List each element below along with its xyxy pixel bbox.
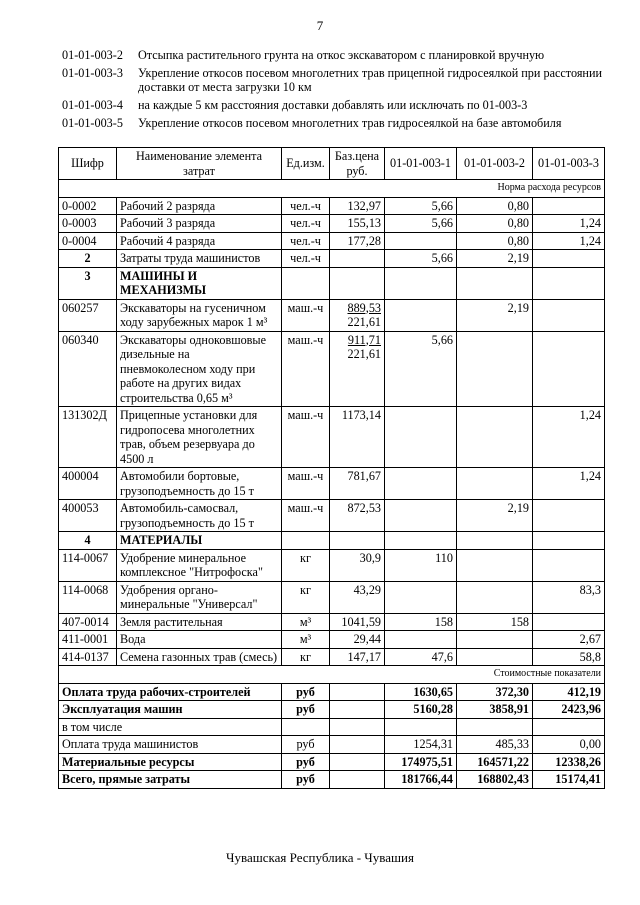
table-cell: 412,19 <box>533 683 605 701</box>
table-cell: Затраты труда машинистов <box>117 250 282 268</box>
table-cell: Земля растительная <box>117 613 282 631</box>
resource-table <box>58 147 605 789</box>
col-header: 01-01-003-1 <box>385 148 457 180</box>
col-header: Баз.цена руб. <box>330 148 385 180</box>
table-cell <box>457 267 533 299</box>
table-cell: 485,33 <box>457 736 533 754</box>
table-cell: 5,66 <box>385 331 457 407</box>
table-header-row <box>59 148 605 180</box>
table-cell <box>330 407 385 468</box>
table-cell: 1,24 <box>533 407 605 468</box>
table-cell: Автомобиль-самосвал, грузоподъемность до 15 т <box>117 500 282 532</box>
table-cell: Рабочий 2 разряда <box>117 197 282 215</box>
table-cell: 174975,51 <box>385 753 457 771</box>
table-cell: Оплата труда машинистов <box>59 736 282 754</box>
header-code: 01-01-003-2 <box>62 48 123 62</box>
table-cell <box>330 701 385 719</box>
table-cell <box>457 718 533 736</box>
page-footer: Чувашская Республика - Чувашия <box>226 850 414 865</box>
totals-row <box>59 753 605 771</box>
table-row <box>59 581 605 613</box>
table-row <box>59 197 605 215</box>
table-cell <box>457 468 533 500</box>
table-cell: Стоимостные показатели <box>59 666 605 684</box>
table-cell <box>457 581 533 613</box>
table-cell <box>330 331 385 407</box>
table-cell: Вода <box>117 631 282 649</box>
table-cell: Экскаваторы одноковшовые дизельные на пневмоколесном ходу при работе на других видах строительства 0,65 м³ <box>117 331 282 407</box>
table-cell: 177,28 <box>330 232 385 250</box>
table-cell: Автомобили бортовые, грузоподъемность до 15 т <box>117 468 282 500</box>
table-cell <box>330 250 385 268</box>
table-row <box>59 331 605 407</box>
table-cell: 2 <box>59 250 117 268</box>
table-cell: 158 <box>385 613 457 631</box>
table-cell <box>533 197 605 215</box>
table-cell: чел.-ч <box>282 215 330 233</box>
table-cell: 0,00 <box>533 736 605 754</box>
table-cell: 181766,44 <box>385 771 457 789</box>
header-text: Укрепление откосов посевом многолетних трав прицепной гидросеялкой при расстоянии доставки от места загрузки 10 км <box>138 66 602 94</box>
table-row <box>59 549 605 581</box>
base-price: 781,67 <box>347 469 381 483</box>
totals-row <box>59 736 605 754</box>
table-cell: МАШИНЫ И МЕХАНИЗМЫ <box>117 267 282 299</box>
table-row <box>59 232 605 250</box>
totals-row <box>59 683 605 701</box>
table-cell: Семена газонных трав (смесь) <box>117 648 282 666</box>
table-cell: 1,24 <box>533 232 605 250</box>
table-row <box>59 407 605 468</box>
table-cell: 132,97 <box>330 197 385 215</box>
base-price: 1173,14 <box>341 408 381 422</box>
table-cell: 0,80 <box>457 197 533 215</box>
table-row <box>59 299 605 331</box>
totals-row <box>59 771 605 789</box>
table-cell <box>533 549 605 581</box>
table-cell: 168802,43 <box>457 771 533 789</box>
table-cell: 2423,96 <box>533 701 605 719</box>
table-cell: кг <box>282 549 330 581</box>
section-row <box>59 532 605 550</box>
table-cell: 5,66 <box>385 250 457 268</box>
table-cell: чел.-ч <box>282 250 330 268</box>
table-cell <box>330 718 385 736</box>
table-cell: 3858,91 <box>457 701 533 719</box>
header-text: Отсыпка растительного грунта на откос экскаватором с планировкой вручную <box>138 48 545 62</box>
table-cell: 12338,26 <box>533 753 605 771</box>
table-cell <box>330 753 385 771</box>
table-cell <box>330 771 385 789</box>
table-cell: 83,3 <box>533 581 605 613</box>
table-cell: Рабочий 3 разряда <box>117 215 282 233</box>
table-cell: 30,9 <box>330 549 385 581</box>
table-cell <box>282 267 330 299</box>
table-cell: чел.-ч <box>282 197 330 215</box>
table-cell: МАТЕРИАЛЫ <box>117 532 282 550</box>
table-cell: 414-0137 <box>59 648 117 666</box>
table-cell <box>533 331 605 407</box>
table-cell: 0,80 <box>457 232 533 250</box>
table-cell: Всего, прямые затраты <box>59 771 282 789</box>
table-row <box>59 500 605 532</box>
table-cell <box>385 500 457 532</box>
table-cell: кг <box>282 648 330 666</box>
table-row <box>59 631 605 649</box>
table-cell <box>330 500 385 532</box>
table-cell <box>385 299 457 331</box>
table-cell: 1,24 <box>533 468 605 500</box>
table-row <box>59 250 605 268</box>
table-cell <box>385 718 457 736</box>
col-header: Наименование элемента затрат <box>117 148 282 180</box>
table-cell: руб <box>282 701 330 719</box>
table-cell <box>330 468 385 500</box>
table-cell: маш.-ч <box>282 331 330 407</box>
table-cell: Эксплуатация машин <box>59 701 282 719</box>
col-header: 01-01-003-3 <box>533 148 605 180</box>
table-cell <box>282 532 330 550</box>
table-cell: 372,30 <box>457 683 533 701</box>
table-cell: 1254,31 <box>385 736 457 754</box>
table-cell: 1,24 <box>533 215 605 233</box>
table-row <box>59 468 605 500</box>
table-cell: м³ <box>282 613 330 631</box>
table-cell: руб <box>282 771 330 789</box>
label-row <box>59 666 605 684</box>
header-text: Укрепление откосов посевом многолетних трав гидросеялкой на базе автомобиля <box>138 116 562 130</box>
table-cell <box>385 468 457 500</box>
col-header: 01-01-003-2 <box>457 148 533 180</box>
table-row <box>59 648 605 666</box>
table-cell: Удобрения органо-минеральные "Универсал" <box>117 581 282 613</box>
col-header: Шифр <box>59 148 117 180</box>
table-cell: руб <box>282 753 330 771</box>
section-row <box>59 267 605 299</box>
table-cell <box>457 407 533 468</box>
table-cell: 2,19 <box>457 299 533 331</box>
table-cell <box>330 267 385 299</box>
table-cell: 158 <box>457 613 533 631</box>
table-cell <box>385 267 457 299</box>
base-price: 911,71 <box>347 332 381 347</box>
base-price: 889,53 <box>347 300 381 315</box>
header-text: на каждые 5 км расстояния доставки добавлять или исключать по 01-003-3 <box>138 98 528 112</box>
base-price: 872,53 <box>347 501 381 515</box>
table-cell <box>533 267 605 299</box>
table-cell: Оплата труда рабочих-строителей <box>59 683 282 701</box>
table-cell: 58,8 <box>533 648 605 666</box>
table-cell: 407-0014 <box>59 613 117 631</box>
table-cell: м³ <box>282 631 330 649</box>
table-cell <box>533 532 605 550</box>
table-cell <box>457 331 533 407</box>
table-cell <box>533 250 605 268</box>
table-cell: Материальные ресурсы <box>59 753 282 771</box>
table-cell <box>457 648 533 666</box>
table-cell <box>533 299 605 331</box>
totals-row <box>59 701 605 719</box>
table-cell: 110 <box>385 549 457 581</box>
table-cell: 0-0002 <box>59 197 117 215</box>
table-cell <box>457 549 533 581</box>
table-cell: маш.-ч <box>282 468 330 500</box>
col-header: Ед.изм. <box>282 148 330 180</box>
table-cell: 5160,28 <box>385 701 457 719</box>
table-cell: 3 <box>59 267 117 299</box>
table-cell <box>330 532 385 550</box>
totals-row <box>59 718 605 736</box>
table-cell: 4 <box>59 532 117 550</box>
table-cell <box>385 581 457 613</box>
table-cell: Прицепные установки для гидропосева многолетних трав, объем резервуара до 4500 л <box>117 407 282 468</box>
table-cell: 2,19 <box>457 500 533 532</box>
table-cell <box>533 718 605 736</box>
table-cell: чел.-ч <box>282 232 330 250</box>
base-price-labor: 221,61 <box>347 347 381 361</box>
table-cell <box>330 683 385 701</box>
table-cell: 400004 <box>59 468 117 500</box>
table-cell: руб <box>282 683 330 701</box>
table-cell: 114-0068 <box>59 581 117 613</box>
table-cell <box>385 232 457 250</box>
table-cell: Норма расхода ресурсов <box>59 180 605 198</box>
table-cell: Удобрение минеральное комплексное "Нитрофоска" <box>117 549 282 581</box>
table-cell: 147,17 <box>330 648 385 666</box>
table-cell <box>533 500 605 532</box>
table-cell: 400053 <box>59 500 117 532</box>
base-price-labor: 221,61 <box>347 315 381 329</box>
table-row <box>59 613 605 631</box>
table-cell: Рабочий 4 разряда <box>117 232 282 250</box>
table-cell: 0,80 <box>457 215 533 233</box>
header-code: 01-01-003-3 <box>62 66 123 80</box>
table-cell <box>330 736 385 754</box>
table-cell: руб <box>282 736 330 754</box>
table-cell <box>533 613 605 631</box>
table-cell <box>385 407 457 468</box>
table-cell: в том числе <box>59 718 282 736</box>
table-cell: маш.-ч <box>282 407 330 468</box>
table-cell: 114-0067 <box>59 549 117 581</box>
header-code: 01-01-003-5 <box>62 116 123 130</box>
table-cell: 155,13 <box>330 215 385 233</box>
table-cell <box>457 631 533 649</box>
table-cell <box>385 532 457 550</box>
table-cell: 131302Д <box>59 407 117 468</box>
page-number: 7 <box>316 18 324 33</box>
table-cell: 0-0003 <box>59 215 117 233</box>
table-cell: 15174,41 <box>533 771 605 789</box>
table-cell <box>385 631 457 649</box>
table-cell <box>330 299 385 331</box>
table-cell: маш.-ч <box>282 500 330 532</box>
table-cell: маш.-ч <box>282 299 330 331</box>
header-code: 01-01-003-4 <box>62 98 123 112</box>
table-cell: Экскаваторы на гусеничном ходу зарубежных марок 1 м³ <box>117 299 282 331</box>
table-cell: 1041,59 <box>330 613 385 631</box>
table-cell: 0-0004 <box>59 232 117 250</box>
table-cell: 164571,22 <box>457 753 533 771</box>
table-cell: 5,66 <box>385 215 457 233</box>
table-cell: 47,6 <box>385 648 457 666</box>
table-cell: кг <box>282 581 330 613</box>
table-row <box>59 215 605 233</box>
table-cell: 411-0001 <box>59 631 117 649</box>
table-cell: 060340 <box>59 331 117 407</box>
table-cell: 1630,65 <box>385 683 457 701</box>
table-cell: 2,19 <box>457 250 533 268</box>
label-row <box>59 180 605 198</box>
table-cell: 2,67 <box>533 631 605 649</box>
table-cell <box>457 532 533 550</box>
table-cell: 43,29 <box>330 581 385 613</box>
table-cell: 5,66 <box>385 197 457 215</box>
table-cell <box>282 718 330 736</box>
table-cell: 060257 <box>59 299 117 331</box>
table-cell: 29,44 <box>330 631 385 649</box>
